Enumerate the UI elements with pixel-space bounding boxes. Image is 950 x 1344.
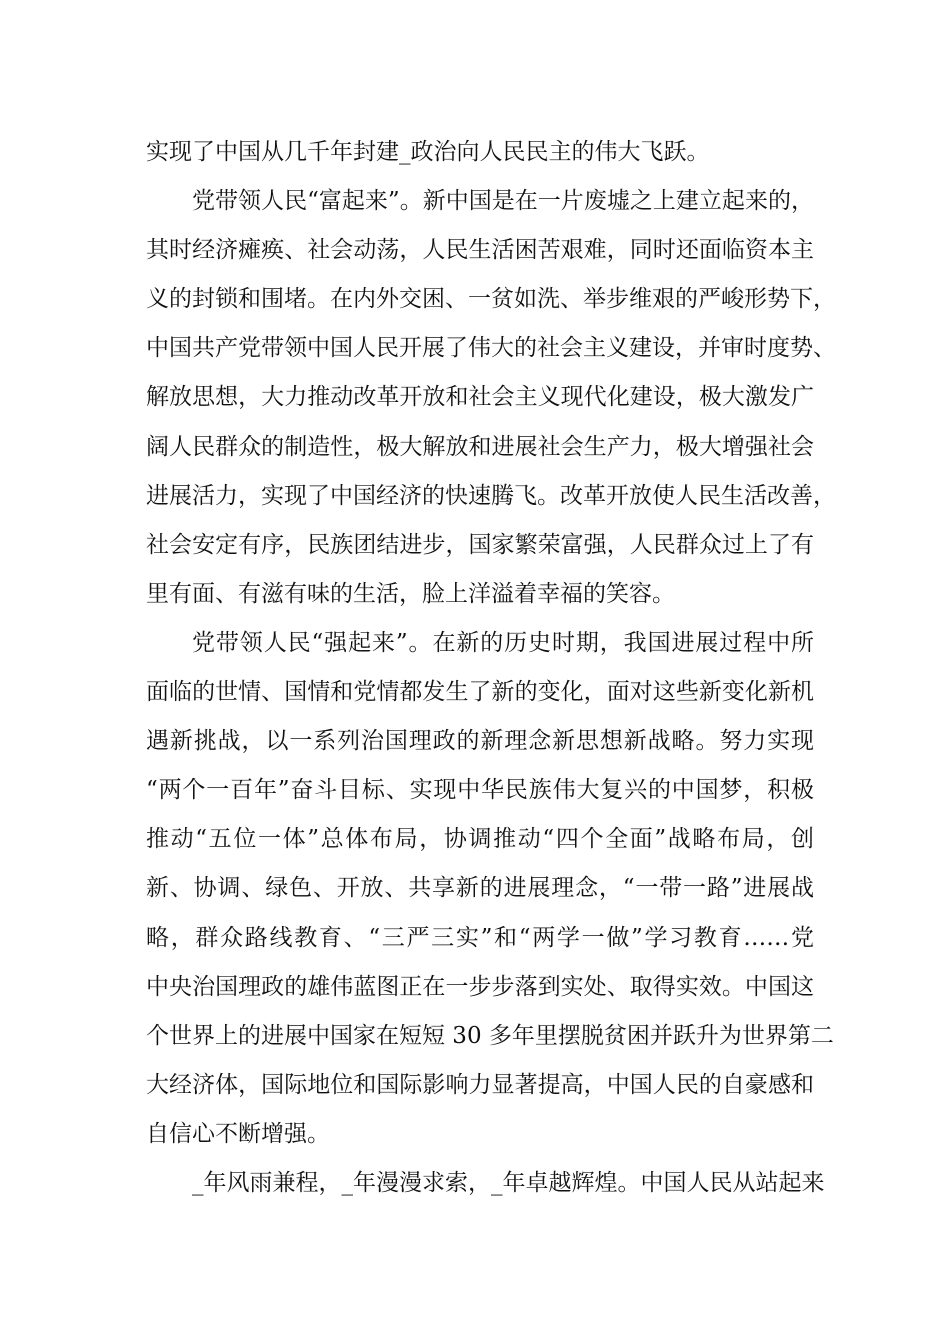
text-line: _年风雨兼程，_年漫漫求索，_年卓越辉煌。中国人民从站起来 — [192, 1169, 825, 1196]
text-line: 解放思想，大力推动改革开放和社会主义现代化建设，极大激发广 — [146, 384, 814, 411]
text-line: 里有面、有滋有味的生活，脸上洋溢着幸福的笑容。 — [146, 580, 675, 607]
text-line: 义的封锁和围堵。在内外交困、一贫如洗、举步维艰的严峻形势下， — [146, 286, 836, 313]
text-line: 新、协调、绿色、开放、共享新的进展理念，“一带一路”进展战 — [146, 875, 814, 902]
paragraph — [146, 177, 836, 619]
text-line: 中国共产党带领中国人民开展了伟大的社会主义建设，并审时度势、 — [146, 335, 836, 362]
text-line: 面临的世情、国情和党情都发生了新的变化，面对这些新变化新机 — [146, 679, 814, 706]
text-line: “两个一百年”奋斗目标、实现中华民族伟大复兴的中国梦，积极 — [146, 777, 814, 804]
text-line: 略，群众路线教育、“三严三实”和“两学一做”学习教育……党 — [146, 924, 814, 951]
body-text — [146, 128, 836, 1208]
text-line: 其时经济瘫痪、社会动荡，人民生活困苦艰难，同时还面临资本主 — [146, 237, 814, 264]
paragraph — [146, 1159, 825, 1208]
text-line: 阔人民群众的制造性，极大解放和进展社会生产力，极大增强社会 — [146, 433, 814, 460]
text-line: 实现了中国从几千年封建_政治向人民民主的伟大飞跃。 — [146, 139, 710, 165]
text-line: 进展活力，实现了中国经济的快速腾飞。改革开放使人民生活改善， — [146, 482, 836, 509]
paragraph — [146, 619, 834, 1159]
text-line: 党带领人民“强起来”。在新的历史时期，我国进展过程中所 — [192, 629, 814, 656]
text-line: 中央治国理政的雄伟蓝图正在一步步落到实处、取得实效。中国这 — [146, 973, 814, 1000]
text-line: 党带领人民“富起来”。新中国是在一片废墟之上建立起来的， — [192, 188, 814, 215]
text-line: 推动“五位一体”总体布局，协调推动“四个全面”战略布局，创 — [146, 826, 814, 853]
text-line: 大经济体，国际地位和国际影响力显著提高，中国人民的自豪感和 — [146, 1071, 814, 1098]
text-line: 遇新挑战，以一系列治国理政的新理念新思想新战略。努力实现 — [146, 728, 814, 755]
text-line: 自信心不断增强。 — [146, 1120, 330, 1147]
text-line: 个世界上的进展中国家在短短 30 多年里摆脱贫困并跃升为世界第二 — [146, 1022, 834, 1049]
text-line: 社会安定有序，民族团结进步，国家繁荣富强，人民群众过上了有 — [146, 531, 814, 558]
paragraph — [146, 128, 814, 177]
